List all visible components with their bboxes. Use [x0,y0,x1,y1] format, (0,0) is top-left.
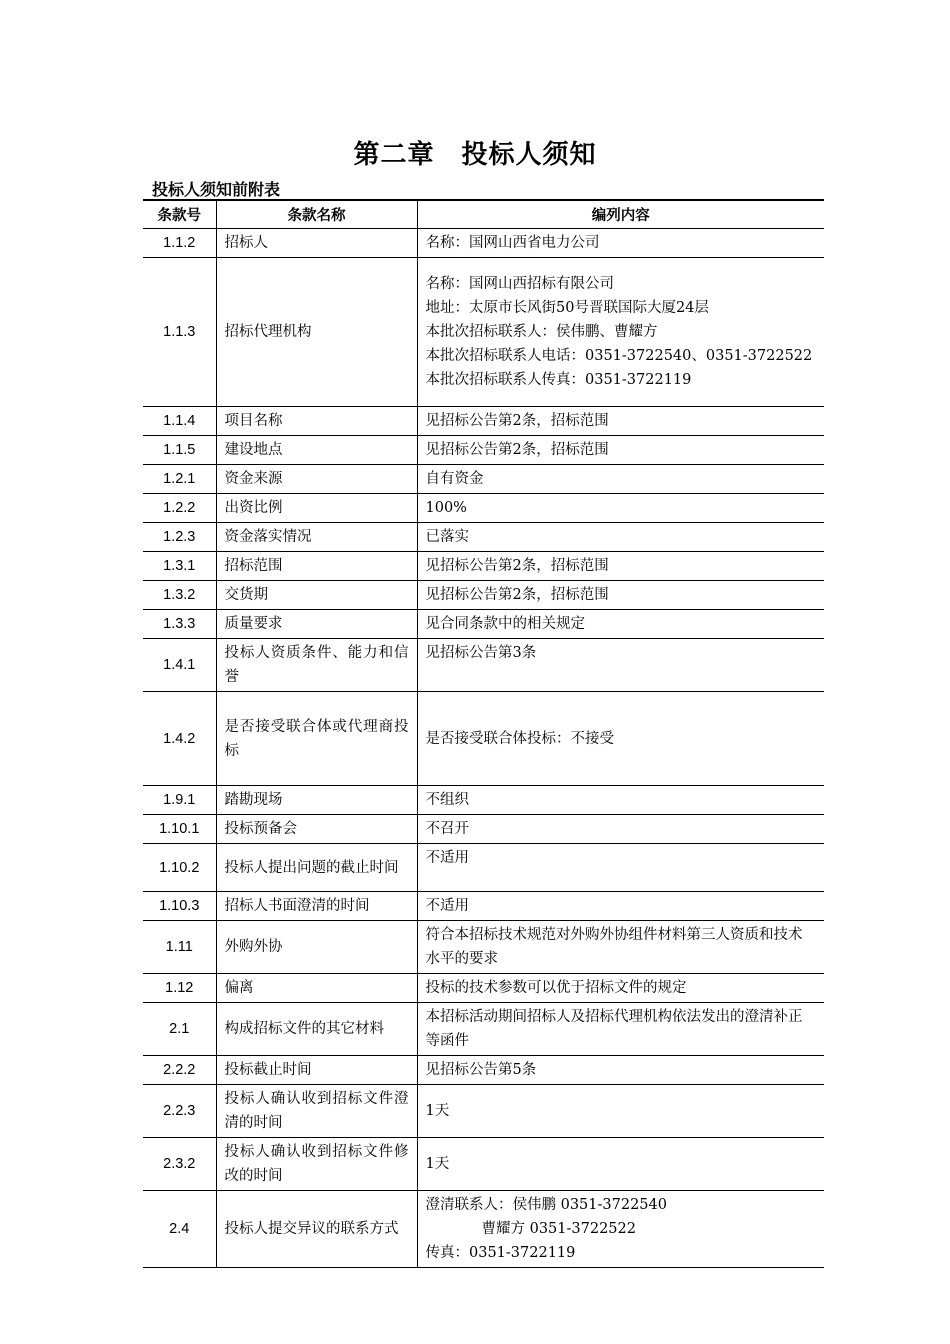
clause-name: 投标预备会 [216,815,417,844]
table-row [143,407,824,436]
clause-content [417,494,824,523]
clause-name: 招标人书面澄清的时间 [216,892,417,921]
content-line: 见招标公告第5条 [425,1062,537,1078]
clause-content [417,974,824,1003]
table-row [143,1138,824,1191]
clause-content [417,552,824,581]
content-line: 1天 [425,1103,450,1119]
content-line: 投标的技术参数可以优于招标文件的规定 [425,980,687,996]
clause-content [417,1191,824,1268]
clause-content [417,436,824,465]
clause-number: 1.1.3 [143,258,216,407]
content-line: 是否接受联合体投标：不接受 [425,730,614,747]
clause-content [417,815,824,844]
content-line: 1天 [425,1156,450,1172]
clause-content [417,639,824,692]
content-line: 见招标公告第2条，招标范围 [425,413,609,429]
content-line: 不组织 [425,792,469,808]
clause-number: 2.4 [143,1191,216,1268]
table-header-row [143,200,824,229]
content-line: 本招标活动期间招标人及招标代理机构依法发出的澄清补正等函件 [425,1009,803,1049]
clause-content [417,844,824,892]
clause-number: 1.3.2 [143,581,216,610]
clause-content [417,1003,824,1056]
table-row [143,581,824,610]
content-line: 澄清联系人：侯伟鹏 0351-3722540 [425,1197,667,1213]
content-line: 已落实 [425,529,469,545]
clause-number: 1.2.2 [143,494,216,523]
clause-name: 投标人确认收到招标文件修改的时间 [216,1138,417,1191]
clause-content [417,1138,824,1191]
clause-name: 投标人资质条件、能力和信誉 [216,639,417,692]
clause-content [417,1056,824,1085]
clause-number: 1.4.1 [143,639,216,692]
clause-name: 构成招标文件的其它材料 [216,1003,417,1056]
table-row [143,610,824,639]
clause-content [417,229,824,258]
clause-number: 1.9.1 [143,786,216,815]
clause-number: 2.1 [143,1003,216,1056]
content-line: 不召开 [425,821,469,837]
table-row [143,465,824,494]
chapter-title: 第二章 投标人须知 [353,140,597,170]
table-row [143,229,824,258]
clause-number: 1.2.1 [143,465,216,494]
clause-content [417,581,824,610]
clause-name: 外购外协 [216,921,417,974]
clause-number: 2.2.2 [143,1056,216,1085]
content-line: 名称：国网山西省电力公司 [425,235,600,251]
clause-name: 投标人提交异议的联系方式 [216,1191,417,1268]
clause-number: 2.3.2 [143,1138,216,1191]
clause-number: 1.1.2 [143,229,216,258]
clause-content [417,1085,824,1138]
table-row [143,523,824,552]
clause-name: 出资比例 [216,494,417,523]
clause-name: 项目名称 [216,407,417,436]
clause-name: 质量要求 [216,610,417,639]
instructions-table [143,199,824,1268]
table-row [143,1056,824,1085]
header-clause-no: 条款号 [143,200,216,229]
clause-number: 1.10.1 [143,815,216,844]
header-content: 编列内容 [417,200,824,229]
content-line: 本批次招标联系人电话：0351-3722540、0351-3722522 [425,348,813,364]
table-row [143,844,824,892]
clause-name: 交货期 [216,581,417,610]
table-row [143,815,824,844]
clause-number: 2.2.3 [143,1085,216,1138]
table-row [143,1003,824,1056]
clause-name: 招标范围 [216,552,417,581]
content-line: 见招标公告第2条，招标范围 [425,442,609,458]
content-line: 本批次招标联系人：侯伟鹏、曹耀方 [425,324,658,340]
table-row [143,494,824,523]
clause-name: 是否接受联合体或代理商投标 [216,692,417,786]
clause-name: 偏离 [216,974,417,1003]
clause-number: 1.1.4 [143,407,216,436]
content-line: 100% [425,500,467,516]
clause-number: 1.3.3 [143,610,216,639]
table-row [143,258,824,407]
content-line: 见招标公告第2条，招标范围 [425,558,609,574]
content-line: 符合本招标技术规范对外购外协组件材料第三人资质和技术水平的要求 [425,927,803,967]
table-row [143,892,824,921]
clause-number: 1.12 [143,974,216,1003]
clause-number: 1.10.3 [143,892,216,921]
content-line: 不适用 [425,898,469,914]
clause-number: 1.1.5 [143,436,216,465]
table-row [143,921,824,974]
table-row [143,639,824,692]
table-row [143,786,824,815]
clause-name: 踏勘现场 [216,786,417,815]
clause-content [417,892,824,921]
table-row [143,692,824,786]
clause-number: 1.3.1 [143,552,216,581]
content-line: 曹耀方 0351-3722522 [481,1221,636,1237]
clause-number: 1.10.2 [143,844,216,892]
clause-number: 1.4.2 [143,692,216,786]
content-line: 见招标公告第2条，招标范围 [425,587,609,603]
content-line: 见合同条款中的相关规定 [425,616,585,632]
clause-name: 投标截止时间 [216,1056,417,1085]
content-line: 传真：0351-3722119 [425,1245,576,1261]
clause-content [417,610,824,639]
content-line: 自有资金 [425,471,484,487]
table-row [143,552,824,581]
table-row [143,974,824,1003]
clause-content [417,407,824,436]
clause-name: 建设地点 [216,436,417,465]
content-line: 名称：国网山西招标有限公司 [425,276,614,292]
clause-content [417,786,824,815]
table-row [143,436,824,465]
content-line: 见招标公告第3条 [425,645,537,661]
table-row [143,1085,824,1138]
content-line: 不适用 [425,850,469,866]
table-row [143,1191,824,1268]
clause-content [417,523,824,552]
clause-content [417,465,824,494]
clause-name: 招标代理机构 [216,258,417,407]
content-line: 地址：太原市长风街50号晋联国际大厦24层 [425,300,709,316]
clause-number: 1.11 [143,921,216,974]
header-clause-name: 条款名称 [216,200,417,229]
clause-content [417,921,824,974]
clause-name: 投标人提出问题的截止时间 [216,844,417,892]
clause-content [417,258,824,407]
clause-name: 投标人确认收到招标文件澄清的时间 [216,1085,417,1138]
clause-name: 招标人 [216,229,417,258]
clause-name: 资金落实情况 [216,523,417,552]
table-title: 投标人须知前附表 [152,180,281,199]
clause-content [417,692,824,786]
content-line: 本批次招标联系人传真：0351-3722119 [425,372,692,388]
clause-name: 资金来源 [216,465,417,494]
clause-number: 1.2.3 [143,523,216,552]
